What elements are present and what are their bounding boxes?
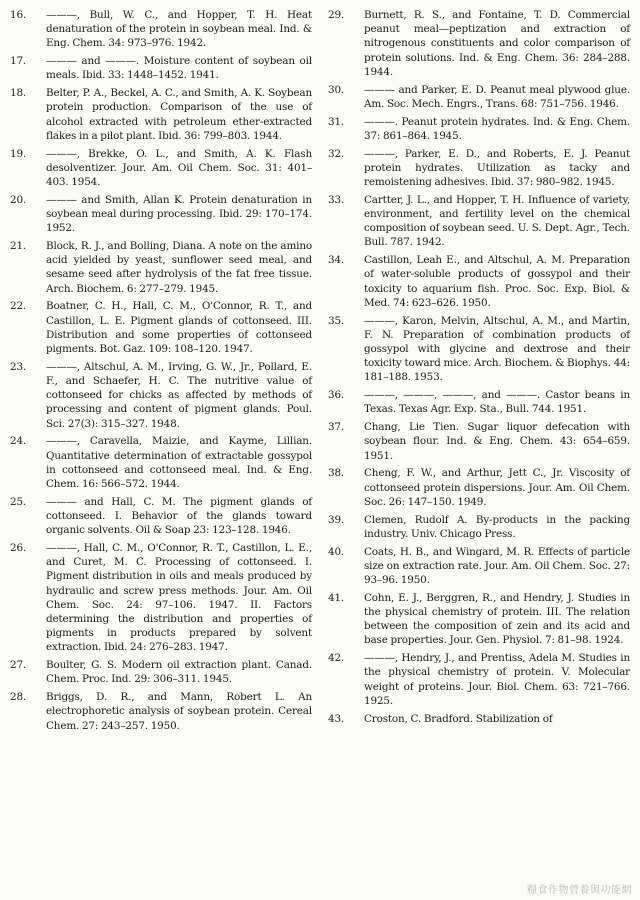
reference-entry — [326, 147, 630, 190]
reference-text: ——— and Smith, Allan K. Protein denaturation in soybean meal during processing. Ibid. 29: 170–174. 1952. — [46, 193, 312, 235]
reference-number: 22. — [10, 300, 27, 313]
reference-text: Burnett, R. S., and Fontaine, T. D. Commercial peanut meal—peptization and extraction of nitrogenous constituents and color comparison of protein solutions. Ind. & Eng. Chem. 36: 284–288. 1944. — [364, 9, 630, 78]
reference-entry — [8, 54, 312, 82]
reference-entry — [326, 388, 630, 416]
reference-number: 38. — [328, 467, 345, 480]
reference-number: 36. — [328, 389, 345, 402]
reference-entry — [8, 658, 312, 686]
reference-text: Castillon, Leah E., and Altschul, A. M. Preparation of water-soluble products of gossypol and their toxicity to aquarium fish. Proc. Soc. Exp. Biol. & Med. 74: 623–626. 1950. — [364, 254, 630, 309]
reference-number: 17. — [10, 55, 27, 68]
reference-text: ———, ———, ———, and ———. Castor beans in Texas. Texas Agr. Exp. Sta., Bull. 744. 1951. — [364, 389, 630, 416]
reference-text: ——— and Hall, C. M. The pigment glands of cottonseed. I. Behavior of the glands toward organic solvents. Oil & Soap 23: 123–128. 1946. — [46, 495, 312, 537]
reference-text: Boatner, C. H., Hall, C. M., O'Connor, R. T., and Castillon, L. E. Pigment glands of cottonseed. III. Distribution and some properties of cottonseed pigments. Bot. Gaz. 109: 108–120. 1947. — [46, 300, 312, 356]
reference-number: 33. — [328, 193, 345, 206]
reference-number: 20. — [10, 193, 27, 206]
references-left-column — [8, 8, 312, 900]
reference-number: 39. — [328, 513, 345, 526]
reference-text: Cheng, F. W., and Arthur, Jett C., Jr. Viscosity of cottonseed protein dispersions. Jour. Am. Oil Chem. Soc. 26: 147–150. 1949. — [364, 467, 630, 508]
reference-number: 43. — [328, 712, 345, 725]
reference-text: Block, R. J., and Bolling, Diana. A note on the amino acid yielded by yeast, sunflower seed meal, and sesame seed after hydrolysis of the fat free tissue. Arch. Biochem. 6: 277–279. 1945. — [46, 240, 312, 295]
reference-text: ———, Caravella, Maizie, and Kayme, Lillian. Quantitative determination of extractable gossypol in cottonseed and cottonseed meal. Ind. & Eng. Chem. 16: 566–572. 1944. — [46, 435, 312, 491]
watermark: 糧食作物營養與功能網 — [527, 885, 632, 896]
reference-text: ———, Altschul, A. M., Irving, G. W., Jr., Pollard, E. F., and Schaefer, H. C. The nutritive value of cottonseed for chicks as affected by methods of processing and content of pigment glands. Poul. Sci. 27(3): 315–327. 1948. — [46, 360, 312, 430]
reference-entry — [326, 253, 630, 310]
reference-entry — [8, 299, 312, 356]
reference-text: ———. Peanut protein hydrates. Ind. & Eng. Chem. 37: 861–864. 1945. — [364, 115, 630, 142]
reference-text: ———, Hall, C. M., O'Connor, R. T., Castillon, L. E., and Curet, M. C. Processing of cottonseed. I. Pigment distribution in oils and meals produced by hydraulic and screw press methods. Jour. Am. Oil Chem. Soc. 24: 97–106. 1947. II. Factors determining the distribution and properties of pigments in products prepared by solvent extraction. Ibid. 24: 276–283. 1947. — [46, 542, 312, 654]
reference-entry — [8, 541, 312, 655]
reference-entry — [8, 8, 312, 51]
reference-text: Chang, Lie Tien. Sugar liquor defecation with soybean flour. Ind. & Eng. Chem. 43: 654–659. 1951. — [364, 421, 630, 462]
reference-text: ———, Karon, Melvin, Altschul, A. M., and Martin, F. N. Preparation of combination products of gossypol with glycine and dextrose and their toxicity toward mice. Arch. Biochem. & Biophys. 44: 181–188. 1953. — [364, 314, 630, 384]
reference-text: Cartter, J. L., and Hopper, T. H. Influence of variety, environment, and fertility level on the chemical composition of soybean seed. U. S. Dept. Agr., Tech. Bull. 787. 1942. — [364, 193, 630, 249]
reference-entry — [8, 239, 312, 296]
reference-number: 19. — [10, 147, 27, 160]
reference-text: Boulter, G. S. Modern oil extraction plant. Canad. Chem. Proc. Ind. 29: 306–311. 1945. — [46, 659, 312, 686]
reference-number: 35. — [328, 314, 345, 327]
reference-text: ———, Bull, W. C., and Hopper, T. H. Heat denaturation of the protein in soybean meal. Ind. & Eng. Chem. 34: 973–976. 1942. — [46, 9, 312, 50]
reference-entry — [8, 690, 312, 733]
reference-number: 37. — [328, 421, 345, 434]
reference-text: ———, Parker, E. D., and Roberts, E. J. Peanut protein hydrates. Utilization as tacky and remoistening adhesives. Ibid. 37: 980–982. 1945. — [364, 147, 630, 189]
reference-number: 23. — [10, 360, 27, 373]
reference-number: 27. — [10, 659, 27, 672]
reference-number: 16. — [10, 9, 27, 21]
reference-text: ——— and Parker, E. D. Peanut meal plywood glue. Am. Soc. Mech. Engrs., Trans. 68: 751–756. 1946. — [364, 83, 630, 110]
reference-entry — [8, 495, 312, 538]
reference-text: Croston, C. Bradford. Stabilization of — [364, 712, 553, 725]
reference-text: Cohn, E. J., Berggren, R., and Hendry, J. Studies in the physical chemistry of protein. III. The relation between the composition of zein and its acid and base properties. Jour. Gen. Physiol. 7: 81–98. 1924. — [364, 591, 630, 647]
reference-text: ——— and ———. Moisture content of soybean oil meals. Ibid. 33: 1448–1452. 1941. — [46, 55, 312, 82]
reference-entry — [326, 420, 630, 463]
reference-entry — [8, 434, 312, 491]
reference-number: 32. — [328, 147, 345, 160]
reference-number: 18. — [10, 87, 27, 100]
reference-entry — [326, 466, 630, 509]
reference-entry — [326, 545, 630, 588]
reference-entry — [326, 193, 630, 250]
reference-text: Clemen, Rudolf A. By-products in the packing industry. Univ. Chicago Press. — [364, 513, 630, 540]
reference-number: 29. — [328, 9, 345, 21]
reference-text: Belter, P. A., Beckel, A. C., and Smith, A. K. Soybean protein production. Comparison of the use of alcohol extracted with petroleum ether-extracted flakes in a pilot plant. Ibid. 36: 799–803. 1944. — [46, 87, 312, 142]
reference-number: 21. — [10, 240, 27, 253]
reference-entry — [326, 115, 630, 143]
reference-number: 34. — [328, 254, 345, 267]
reference-number: 30. — [328, 83, 345, 96]
reference-text: ———, Hendry, J., and Prentiss, Adela M. Studies in the physical chemistry of protein. V. Molecular weight of proteins. Jour. Biol. Chem. 63: 721–766. 1925. — [364, 652, 630, 707]
reference-number: 40. — [328, 545, 345, 558]
reference-entry — [326, 83, 630, 111]
references-right-column — [326, 8, 630, 900]
reference-entry — [326, 591, 630, 648]
reference-entry — [8, 86, 312, 143]
reference-number: 42. — [328, 652, 345, 665]
reference-number: 25. — [10, 495, 27, 508]
reference-entry — [8, 360, 312, 431]
reference-entry — [8, 193, 312, 236]
reference-text: Coats, H. B., and Wingard, M. R. Effects of particle size on extraction rate. Jour. Am. Oil Chem. Soc. 27: 93–96. 1950. — [364, 545, 630, 587]
reference-entry — [326, 651, 630, 708]
reference-entry — [326, 513, 630, 541]
reference-number: 28. — [10, 691, 27, 704]
reference-number: 24. — [10, 435, 27, 448]
reference-number: 26. — [10, 542, 27, 555]
reference-text: ———, Brekke, O. L., and Smith, A. K. Flash desolventizer. Jour. Am. Oil Chem. Soc. 31: 401–403. 1954. — [46, 147, 312, 189]
reference-number: 31. — [328, 115, 345, 128]
reference-entry — [8, 147, 312, 190]
reference-entry — [326, 314, 630, 385]
reference-number: 41. — [328, 591, 345, 604]
reference-text: Briggs, D. R., and Mann, Robert L. An electrophoretic analysis of soybean protein. Cereal Chem. 27: 243–257. 1950. — [46, 691, 312, 732]
reference-entry — [326, 712, 630, 726]
reference-entry — [326, 8, 630, 79]
